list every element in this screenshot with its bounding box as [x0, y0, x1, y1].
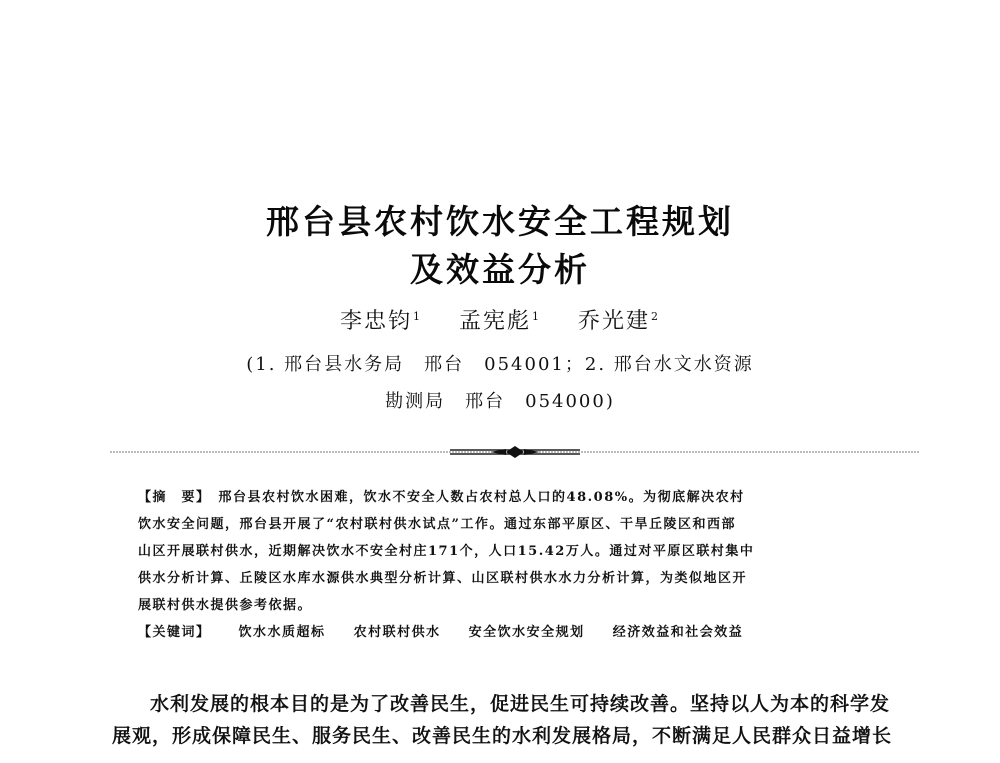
author-name: 乔光建	[578, 309, 651, 334]
author-affil-mark: 2	[651, 309, 661, 323]
abstract-line: 供水分析计算、丘陵区水库水源供水典型分析计算、山区联村供水水力分析计算，为类似地区开	[138, 571, 748, 586]
abstract-line: 展联村供水提供参考依据。	[138, 598, 313, 613]
abstract-line: 饮水安全问题，邢台县开展了“农村联村供水试点”工作。通过东部平原区、干旱丘陵区和西部	[138, 517, 736, 532]
keyword: 饮水水质超标	[238, 625, 326, 640]
keyword: 农村联村供水	[353, 625, 441, 640]
author-list	[0, 304, 1000, 335]
author-name: 李忠钧	[339, 309, 412, 334]
body-paragraph	[112, 688, 922, 752]
paper-title-line-2: 及效益分析	[410, 250, 590, 289]
keywords-line	[138, 619, 898, 646]
author-name: 孟宪彪	[458, 309, 531, 334]
body-line: 水利发展的根本目的是为了改善民生，促进民生可持续改善。坚持以人为本的科学发	[150, 693, 891, 715]
abstract-label: 【摘 要】	[138, 490, 205, 505]
keyword: 经济效益和社会效益	[612, 625, 744, 640]
author-affil-mark: 1	[412, 309, 422, 323]
paper-title-line-1: 邢台县农村饮水安全工程规划	[266, 202, 734, 241]
keywords-label: 【关键词】	[138, 625, 211, 640]
author-affil-mark: 1	[532, 309, 541, 323]
keyword: 安全饮水安全规划	[468, 625, 585, 640]
abstract-line: 【摘 要】 邢台县农村饮水困难，饮水不安全人数占农村总人口的48.08%。为彻底解决农村	[138, 490, 745, 505]
abstract-block	[138, 484, 898, 646]
section-divider	[110, 444, 920, 460]
abstract-line: 山区开展联村供水，近期解决饮水不安全村庄171个，人口15.42万人。通过对平原区联村集中	[138, 544, 755, 559]
affiliation-line-1: (1. 邢台县水务局 邢台 054001；2. 邢台水文水资源	[246, 354, 754, 375]
affiliation-line-2: 勘测局 邢台 054000)	[385, 391, 615, 412]
body-line: 展观，形成保障民生、服务民生、改善民生的水利发展格局，不断满足人民群众日益增长	[112, 725, 893, 747]
